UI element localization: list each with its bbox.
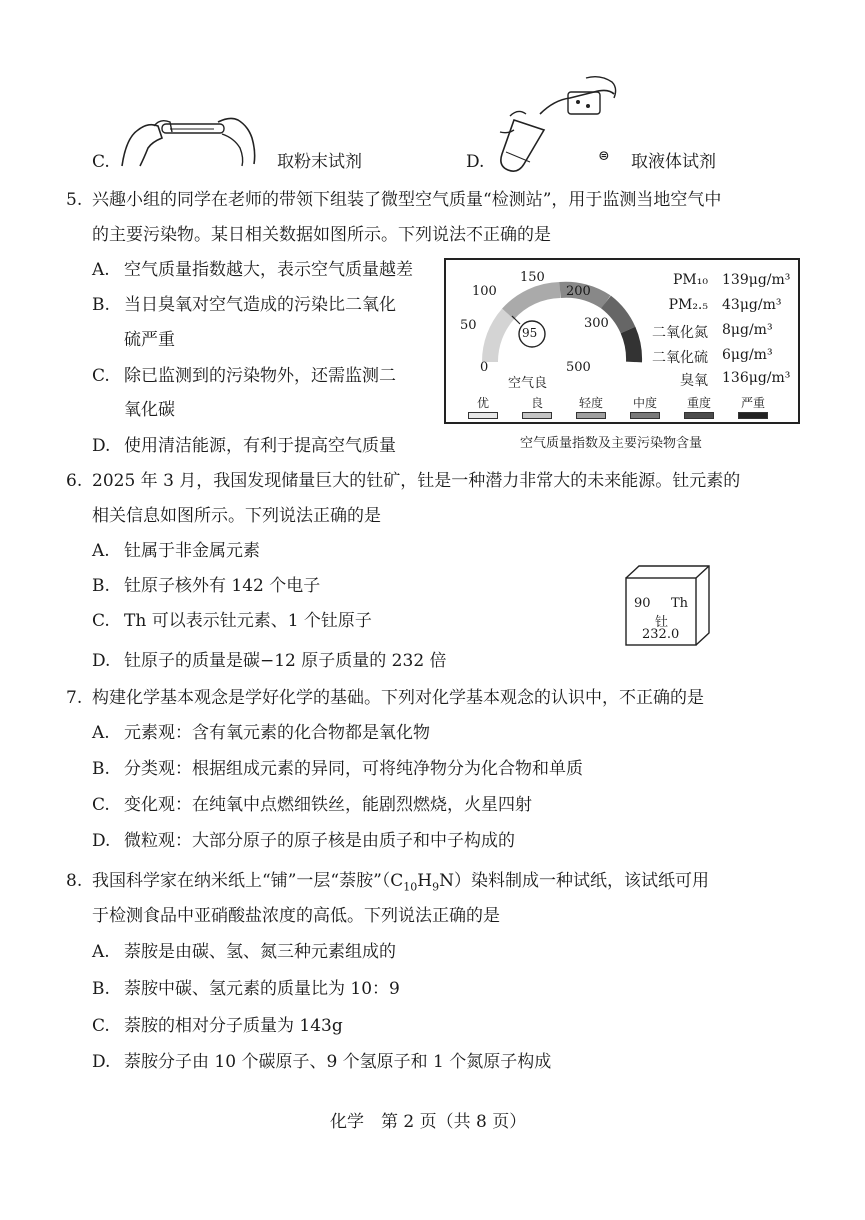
- option-letter: D.: [92, 831, 111, 851]
- option-letter: D.: [92, 1052, 111, 1072]
- pollutant-value: 43μg/m³: [722, 297, 782, 313]
- gauge-tick: 150: [520, 270, 545, 285]
- pollutant-name: 臭氧: [680, 373, 708, 389]
- pollutant-name: 二氧化氮: [652, 325, 708, 341]
- option-letter: C.: [92, 795, 110, 815]
- pollutant-value: 139μg/m³: [722, 272, 791, 288]
- option-text: 微粒观：大部分原子的原子核是由质子和中子构成的: [124, 831, 515, 851]
- option-letter: C.: [92, 152, 110, 172]
- option-text: 萘胺分子由 10 个碳原子、9 个氢原子和 1 个氮原子构成: [124, 1052, 552, 1072]
- option-letter: C.: [92, 366, 110, 386]
- option-text: 钍属于非金属元素: [124, 541, 260, 561]
- option-letter: A.: [92, 723, 110, 743]
- pollutant-name: 二氧化硫: [652, 350, 708, 366]
- option-text: 元素观：含有氧元素的化合物都是氧化物: [124, 723, 430, 743]
- quality-level-label: 轻度: [578, 396, 603, 410]
- option-text: 萘胺是由碳、氢、氮三种元素组成的: [124, 942, 396, 962]
- option-text: 钍原子核外有 142 个电子: [124, 576, 321, 596]
- pollutant-value: 6μg/m³: [722, 347, 773, 363]
- stem-part: N）染料制成一种试纸，该试纸可用: [439, 871, 709, 891]
- option-text: 除已监测到的污染物外，还需监测二: [124, 366, 396, 386]
- option-text: 当日臭氧对空气造成的污染比二氧化: [124, 295, 396, 315]
- pollutant-value: 8μg/m³: [722, 322, 773, 338]
- question-stem: 相关信息如图所示。下列说法正确的是: [92, 506, 381, 526]
- gauge-tick: 50: [460, 318, 477, 333]
- option-letter: C.: [92, 1016, 110, 1036]
- gauge-status: 空气良: [508, 376, 548, 391]
- option-letter: B.: [92, 576, 110, 596]
- question-stem: 2025 年 3 月，我国发现储量巨大的钍矿，钍是一种潜力非常大的未来能源。钍元素的: [92, 471, 741, 491]
- option-text: 空气质量指数越大，表示空气质量越差: [124, 260, 413, 280]
- question-number: 6.: [66, 471, 83, 491]
- stem-part: 我国科学家在纳米纸上“铺”一层“萘胺”（C: [92, 871, 404, 891]
- gauge-tick: 0: [480, 360, 489, 375]
- option-text: 取液体试剂: [631, 152, 716, 172]
- figure-caption: 空气质量指数及主要污染物含量: [520, 436, 703, 451]
- quality-level-label: 严重: [740, 396, 765, 410]
- option-letter: B.: [92, 295, 110, 315]
- page-footer: 化学 第 2 页（共 8 页）: [330, 1112, 527, 1132]
- option-letter: A.: [92, 541, 110, 561]
- element-card-thorium: [625, 565, 709, 645]
- option-letter: A.: [92, 260, 110, 280]
- option-text: 氧化碳: [124, 400, 175, 420]
- gauge-tick: 200: [566, 284, 591, 299]
- gauge-tick: 500: [566, 360, 591, 375]
- formula-subscript: 9: [432, 880, 440, 894]
- option-letter: B.: [92, 979, 110, 999]
- quality-swatch: [468, 412, 498, 419]
- quality-swatch: [522, 412, 552, 419]
- quality-swatch: [576, 412, 606, 419]
- option-text: 钍原子的质量是碳−12 原子质量的 232 倍: [124, 651, 447, 671]
- element-name: 钍: [655, 615, 669, 630]
- pollutant-name: PM₁₀: [673, 272, 708, 288]
- question-number: 7.: [66, 688, 83, 708]
- gauge-tick: 300: [584, 316, 609, 331]
- formula-element: H: [417, 871, 433, 891]
- quality-swatch: [630, 412, 660, 419]
- pollutant-name: PM₂.₅: [668, 297, 708, 313]
- question-number: 8.: [66, 871, 83, 891]
- quality-swatch: [738, 412, 768, 419]
- quality-level-label: 优: [476, 396, 489, 410]
- question-stem: 的主要污染物。某日相关数据如图所示。下列说法不正确的是: [92, 225, 551, 245]
- option-text: 取粉末试剂: [277, 152, 362, 172]
- air-quality-panel: [444, 258, 800, 424]
- bottle-cap-icon: ⊜: [598, 148, 610, 164]
- option-text: Th 可以表示钍元素、1 个钍原子: [124, 611, 372, 631]
- option-text: 萘胺中碳、氢元素的质量比为 10：9: [124, 979, 400, 999]
- question-stem: 构建化学基本观念是学好化学的基础。下列对化学基本观念的认识中，不正确的是: [92, 688, 704, 708]
- quality-level-label: 重度: [686, 396, 711, 410]
- option-text: 硫严重: [124, 330, 175, 350]
- option-letter: D.: [466, 152, 485, 172]
- quality-swatch: [684, 412, 714, 419]
- atomic-number: 90: [634, 596, 651, 611]
- gauge-value: 95: [522, 326, 538, 340]
- powder-spatula-illustration: [118, 108, 268, 170]
- question-number: 5.: [66, 190, 83, 210]
- option-text: 变化观：在纯氧中点燃细铁丝，能剧烈燃烧，火星四射: [124, 795, 532, 815]
- atomic-mass: 232.0: [642, 627, 680, 642]
- option-letter: A.: [92, 942, 110, 962]
- option-text: 使用清洁能源，有利于提高空气质量: [124, 436, 396, 456]
- question-stem: 于检测食品中亚硝酸盐浓度的高低。下列说法正确的是: [92, 906, 500, 926]
- quality-level-label: 中度: [632, 396, 657, 410]
- quality-level-label: 良: [530, 396, 543, 410]
- option-letter: D.: [92, 436, 111, 456]
- pollutant-value: 136μg/m³: [722, 370, 791, 386]
- gauge-tick: 100: [472, 284, 497, 299]
- option-text: 分类观：根据组成元素的异同，可将纯净物分为化合物和单质: [124, 759, 583, 779]
- element-symbol: Th: [671, 596, 689, 611]
- option-text: 萘胺的相对分子质量为 143g: [124, 1016, 343, 1036]
- formula-subscript: 10: [403, 880, 418, 894]
- question-stem: [92, 871, 709, 897]
- question-stem: 兴趣小组的同学在老师的带领下组装了微型空气质量“检测站”，用于监测当地空气中: [92, 190, 722, 210]
- option-letter: C.: [92, 611, 110, 631]
- option-letter: D.: [92, 651, 111, 671]
- option-letter: B.: [92, 759, 110, 779]
